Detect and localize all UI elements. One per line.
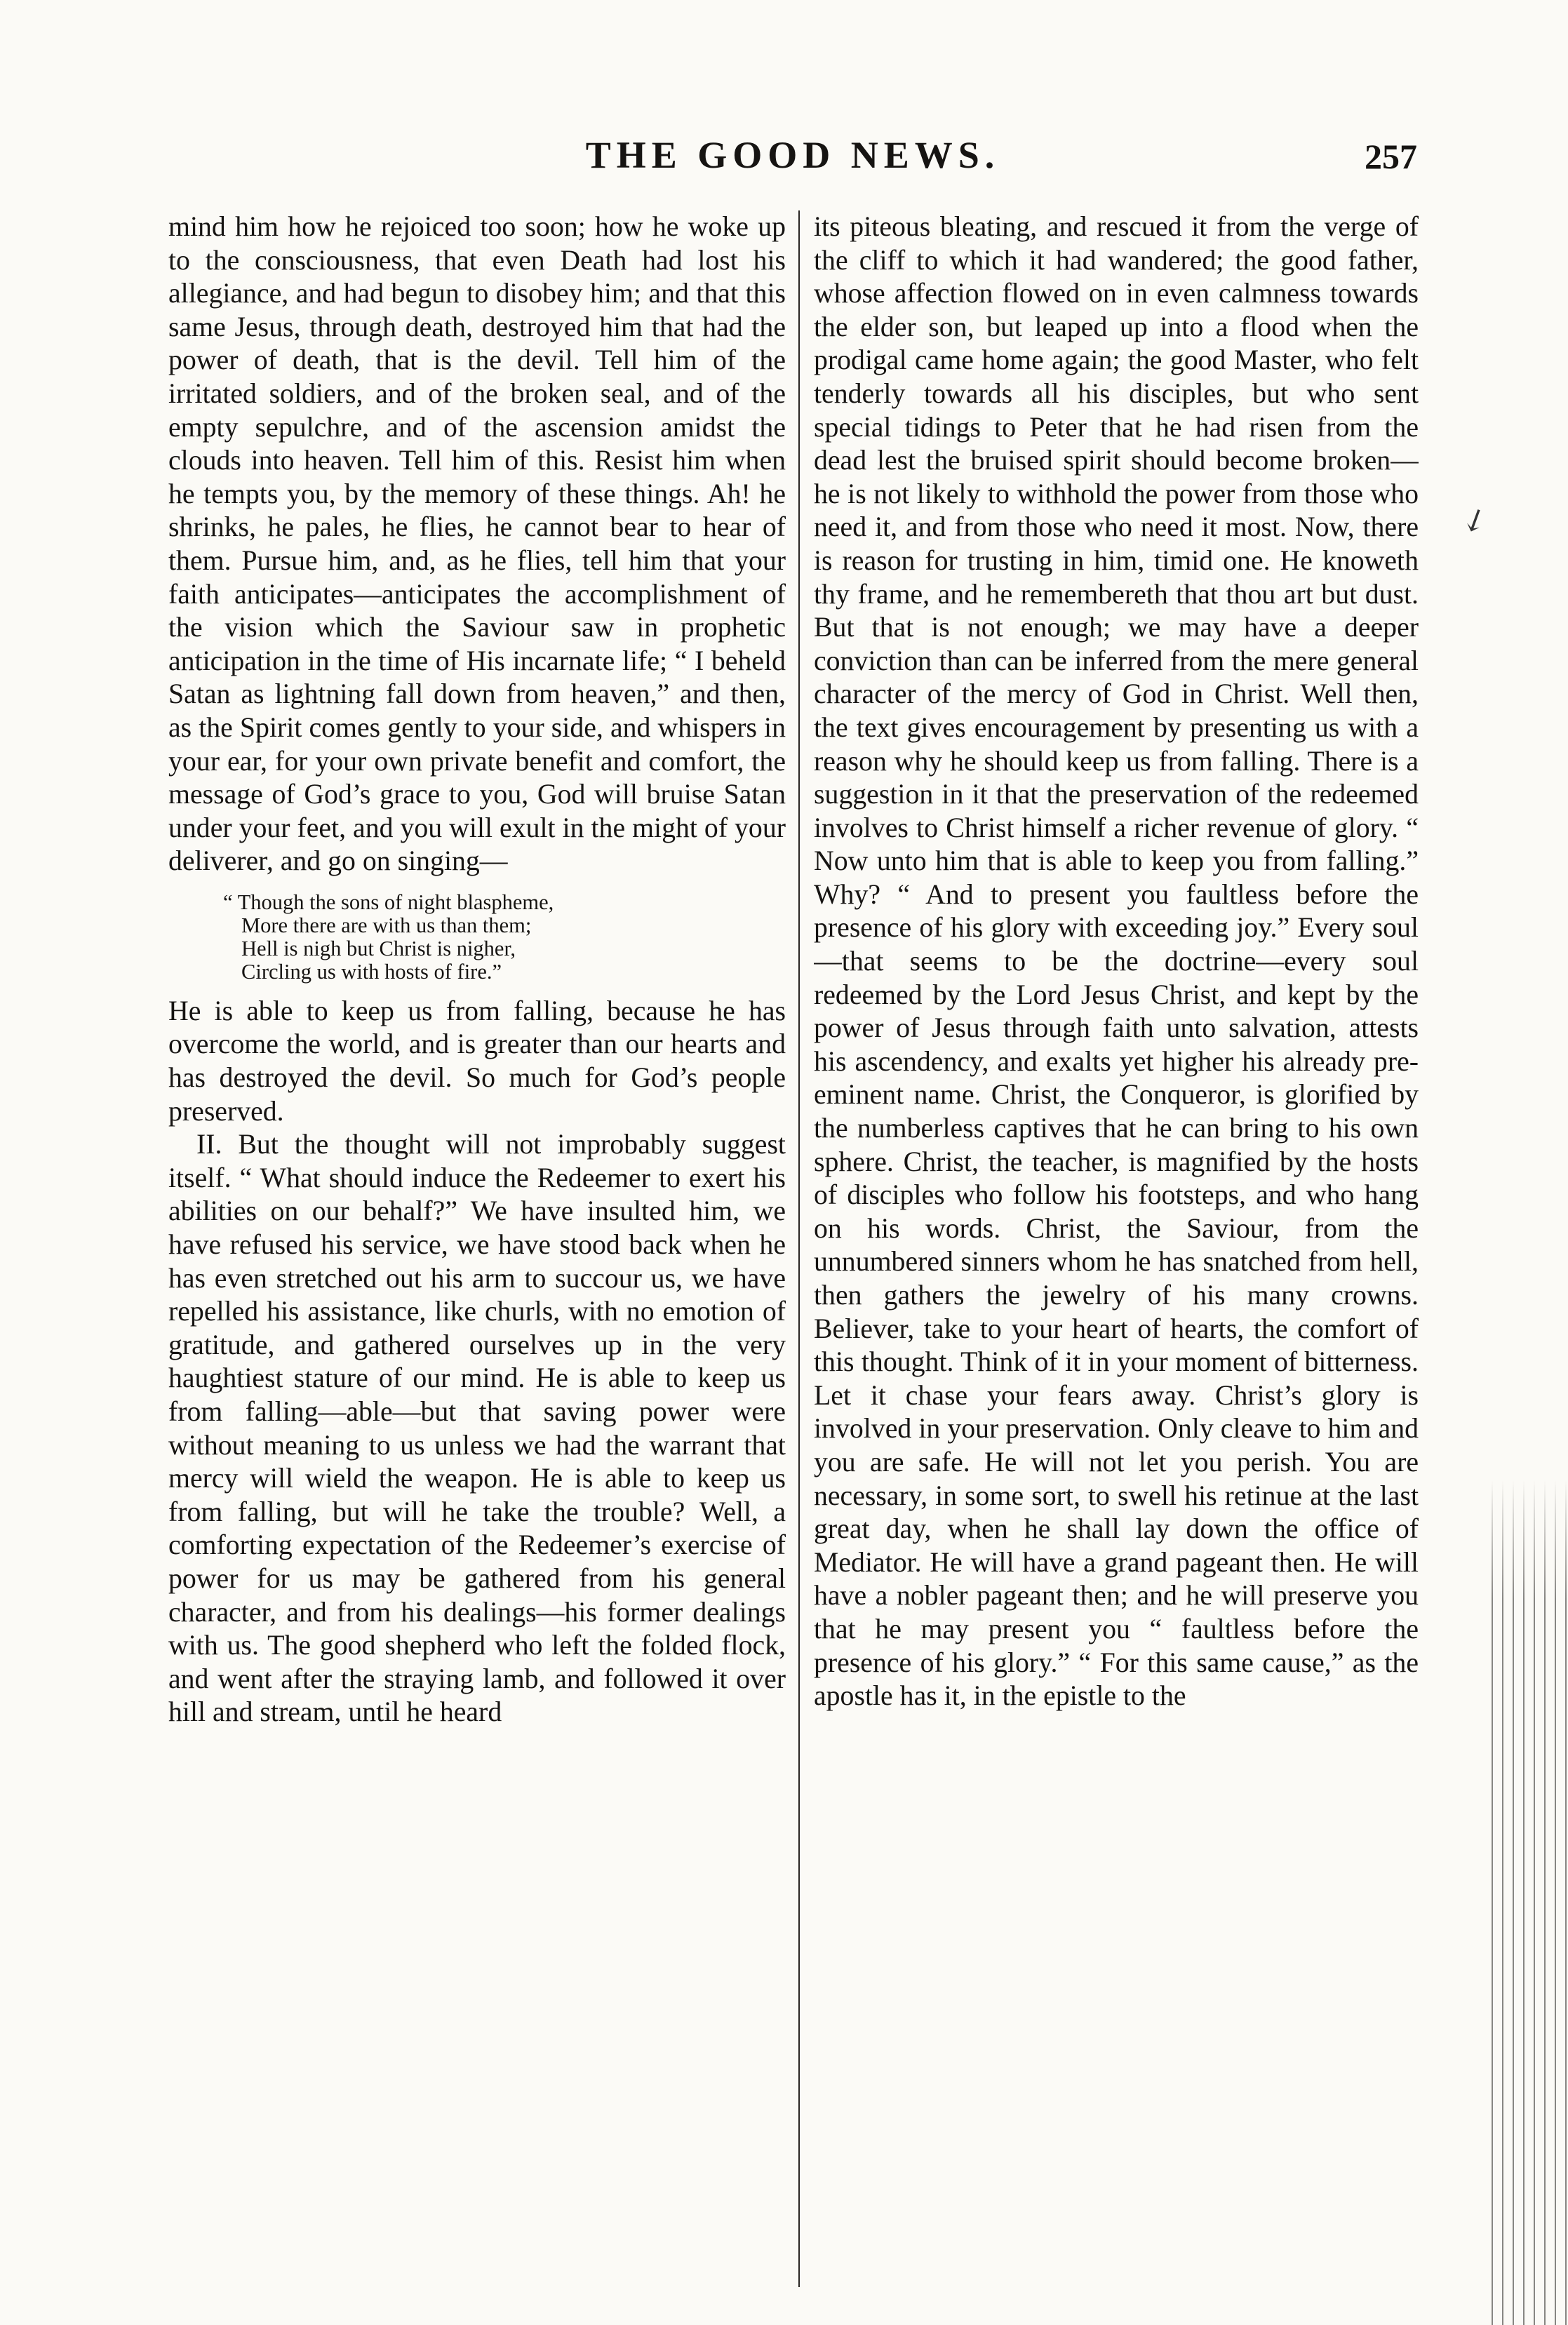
page-header [168,133,1417,189]
left-paragraph-1: mind him how he rejoiced too soon; how he woke up to the consciousness, that even Death had lost his allegiance, and had begun to disobey him; and that this same Jesus, through death, destroyed him that had the power of death, that is the devil. Tell him of the irritated soldiers, and of the broken seal, and of the empty sepulchre, and of the ascension amidst the clouds into heaven. Tell him of this. Resist him when he tempts you, by the memory of these things. Ah! he shrinks, he pales, he flies, he cannot bear to hear of them. Pursue him, and, as he flies, tell him that your faith anticipates—anticipates the accomplishment of the vision which the Saviour saw in prophetic anticipation in the time of His incarnate life; “ I beheld Satan as lightning fall down from heaven,” and then, as the Spirit comes gently to your side, and whispers in your ear, for your own private benefit and comfort, the message of God’s grace to you, God will bruise Satan under your feet, and you will exult in the might of your deliverer, and go on singing— [168,211,786,877]
left-paragraph-3: II. But the thought will not improbably suggest itself. “ What should induce the Redeemer to exert his abilities on our behalf?” We have insulted him, we have refused his service, we have stood back when he has even stretched out his arm to succour us, we have repelled his assistance, like churls, with no emotion of gratitude, and gathered ourselves up in the very haughtiest stature of our mind. He is able to keep us from falling—able—but that saving power were without meaning to us unless we had the warrant that mercy will wield the weapon. He is able to keep us from falling, but will he take the trouble? Well, a comforting expectation of the Redeemer’s exercise of power for us may be gathered from his general character, and from his dealings—his former dealings with us. The good shepherd who left the folded flock, and went after the straying lamb, and followed it over hill and stream, until he heard [168,1129,786,1728]
page-binding-edge [1487,1480,1568,2325]
running-title: THE GOOD NEWS. [585,134,1000,176]
poem-quote [223,891,786,984]
poem-line-1: “ Though the sons of night blaspheme, [223,890,554,914]
margin-mark: ↙ [1456,499,1494,542]
right-column [814,210,1419,2287]
page-number: 257 [1365,137,1417,176]
poem-line-4: Circling us with hosts of fire.” [241,959,502,984]
poem-line-2: More there are with us than them; [241,913,532,937]
left-column [168,210,786,2287]
left-paragraph-2: He is able to keep us from falling, because he has overcome the world, and is greater than our hearts and has destroyed the devil. So much for God’s people preserved. [168,995,786,1127]
right-paragraph-1: its piteous bleating, and rescued it from the verge of the cliff to which it had wandered; the good father, whose affection flowed on in even calmness towards the elder son, but leaped up into a flood when the prodigal came home again; the good Master, who felt tenderly towards all his disciples, but who sent special tidings to Peter that he had risen from the dead lest the bruised spirit should become broken—he is not likely to withhold the power from those who need it, and from those who need it most. Now, there is reason for trusting in him, timid one. He knoweth thy frame, and he remembereth that thou art but dust. But that is not enough; we may have a deeper conviction than can be inferred from the mere general character of the mercy of God in Christ. Well then, the text gives encouragement by presenting us with a reason why he should keep us from falling. There is a suggestion in it that the preservation of the redeemed involves to Christ himself a richer revenue of glory. “ Now unto him that is able to keep you from falling.” Why? “ And to present you faultless before the presence of his glory with exceeding joy.” Every soul—that seems to be the doctrine—every soul redeemed by the Lord Jesus Christ, and kept by the power of Jesus through faith unto salvation, attests his ascendency, and exalts yet higher his already pre-eminent name. Christ, the Conqueror, is glorified by the numberless captives that he can bring to his own sphere. Christ, the teacher, is magnified by the hosts of disciples who follow his footsteps, and who hang on his words. Christ, the Saviour, from the unnumbered sinners whom he has snatched from hell, then gathers the jewelry of his many crowns. Believer, take to your heart of hearts, the comfort of this thought. Think of it in your moment of bitterness. Let it chase your fears away. Christ’s glory is involved in your preservation. Only cleave to him and you are safe. He will not let you perish. You are necessary, in some sort, to swell his retinue at the last great day, when he shall lay down the office of Mediator. He will have a grand pageant then. He will have a nobler pageant then; and he will preserve you that he may present you “ faultless before the presence of his glory.” “ For this same cause,” as the apostle has it, in the epistle to the [814,211,1419,1712]
poem-line-3: Hell is nigh but Christ is nigher, [241,936,516,960]
column-divider [798,210,800,2287]
